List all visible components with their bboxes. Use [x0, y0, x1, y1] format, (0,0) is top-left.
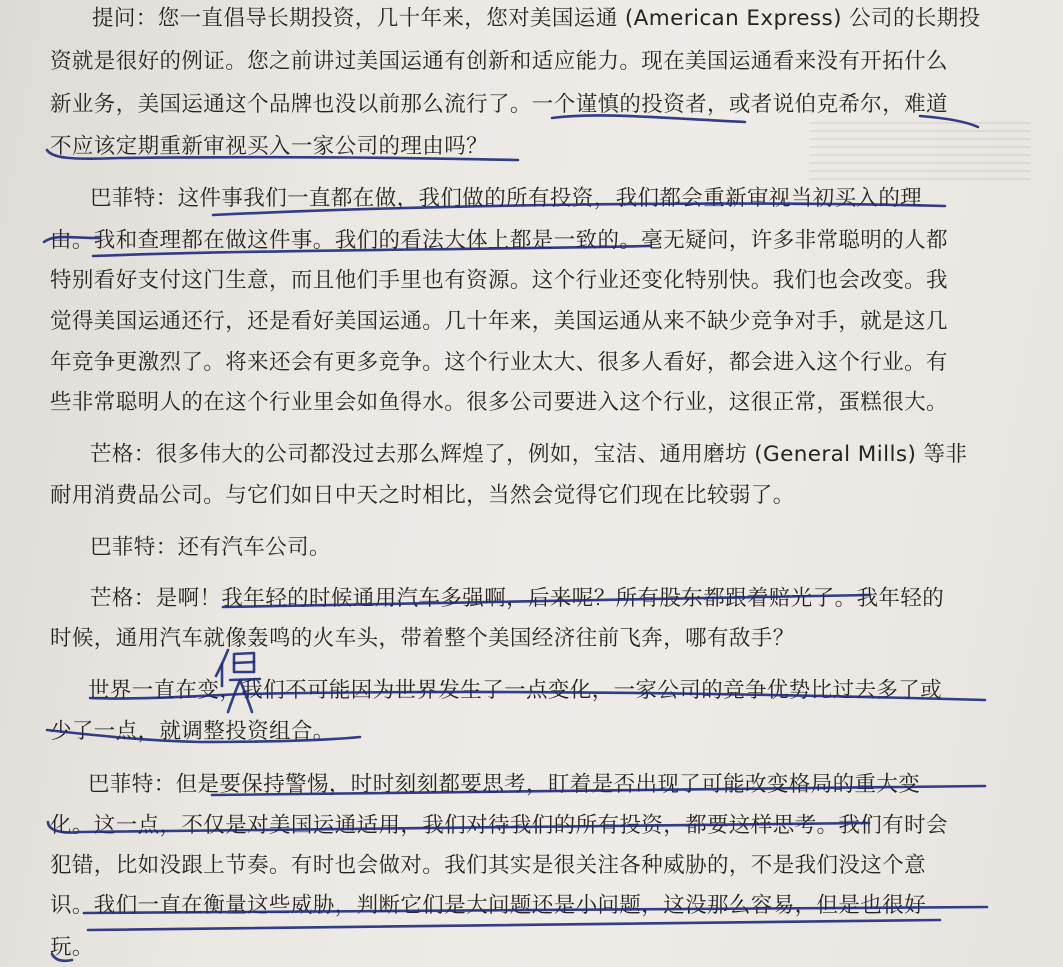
text-line: 耐用消费品公司。与它们如日中天之时相比，当然会觉得它们现在比较弱了。	[50, 483, 795, 508]
text-line: 巴菲特：还有汽车公司。	[90, 535, 331, 560]
text-line: 提问：您一直倡导长期投资，几十年来，您对美国运通 (American Express) 公司的长期投	[92, 6, 981, 31]
text-line: 巴菲特：但是要保持警惕，时时刻刻都要思考，盯着是否出现了可能改变格局的重大变	[88, 772, 921, 797]
text-line: 觉得美国运通还行，还是看好美国运通。几十年来，美国运通从来不缺少竞争对手，就是这几	[50, 309, 948, 334]
text-line: 芒格：很多伟大的公司都没过去那么辉煌了，例如，宝洁、通用磨坊 (General Mills) 等非	[90, 442, 968, 467]
text-line: 少了一点，就调整投资组合。	[50, 719, 335, 744]
text-line: 不应该定期重新审视买入一家公司的理由吗？	[50, 134, 489, 159]
text-line: 年竞争更激烈了。将来还会有更多竞争。这个行业太大、很多人看好，都会进入这个行业。有	[50, 350, 948, 375]
text-line: 特别看好支付这门生意，而且他们手里也有资源。这个行业还变化特别快。我们也会改变。我	[50, 268, 948, 293]
text-line: 世界一直在变，我们不可能因为世界发生了一点变化，一家公司的竞争优势比过去多了或	[88, 678, 943, 703]
text-line: 玩。	[50, 935, 94, 960]
text-line: 识。我们一直在衡量这些威胁，判断它们是大问题还是小问题，这没那么容易，但是也很好	[50, 893, 927, 918]
underline-stroke	[88, 920, 940, 930]
bleed-through-text	[810, 120, 1030, 180]
text-line: 化。这一点，不仅是对美国运通适用，我们对待我们的所有投资，都要这样思考。我们有时会	[50, 813, 948, 838]
text-line: 犯错，比如没跟上节奏。有时也会做对。我们其实是很关注各种威胁的，不是我们没这个意	[50, 853, 927, 878]
text-line: 巴菲特：这件事我们一直都在做，我们做的所有投资，我们都会重新审视当初买入的理	[90, 186, 923, 211]
text-line: 由。我和查理都在做这件事。我们的看法大体上都是一致的。毫无疑问，许多非常聪明的人都	[50, 228, 948, 253]
text-line: 资就是很好的例证。您之前讲过美国运通有创新和适应能力。现在美国运通看来没有开拓什么	[50, 49, 948, 74]
text-line: 芒格：是啊！我年轻的时候通用汽车多强啊，后来呢？所有股东都跟着赔光了。我年轻的	[90, 586, 945, 611]
text-line: 时候，通用汽车就像轰鸣的火车头，带着整个美国经济往前飞奔，哪有敌手？	[50, 626, 795, 651]
text-line: 些非常聪明人的在这个行业里会如鱼得水。很多公司要进入这个行业，这很正常，蛋糕很大。	[50, 390, 948, 415]
text-line: 新业务，美国运通这个品牌也没以前那么流行了。一个谨慎的投资者，或者说伯克希尔，难道	[50, 92, 948, 117]
